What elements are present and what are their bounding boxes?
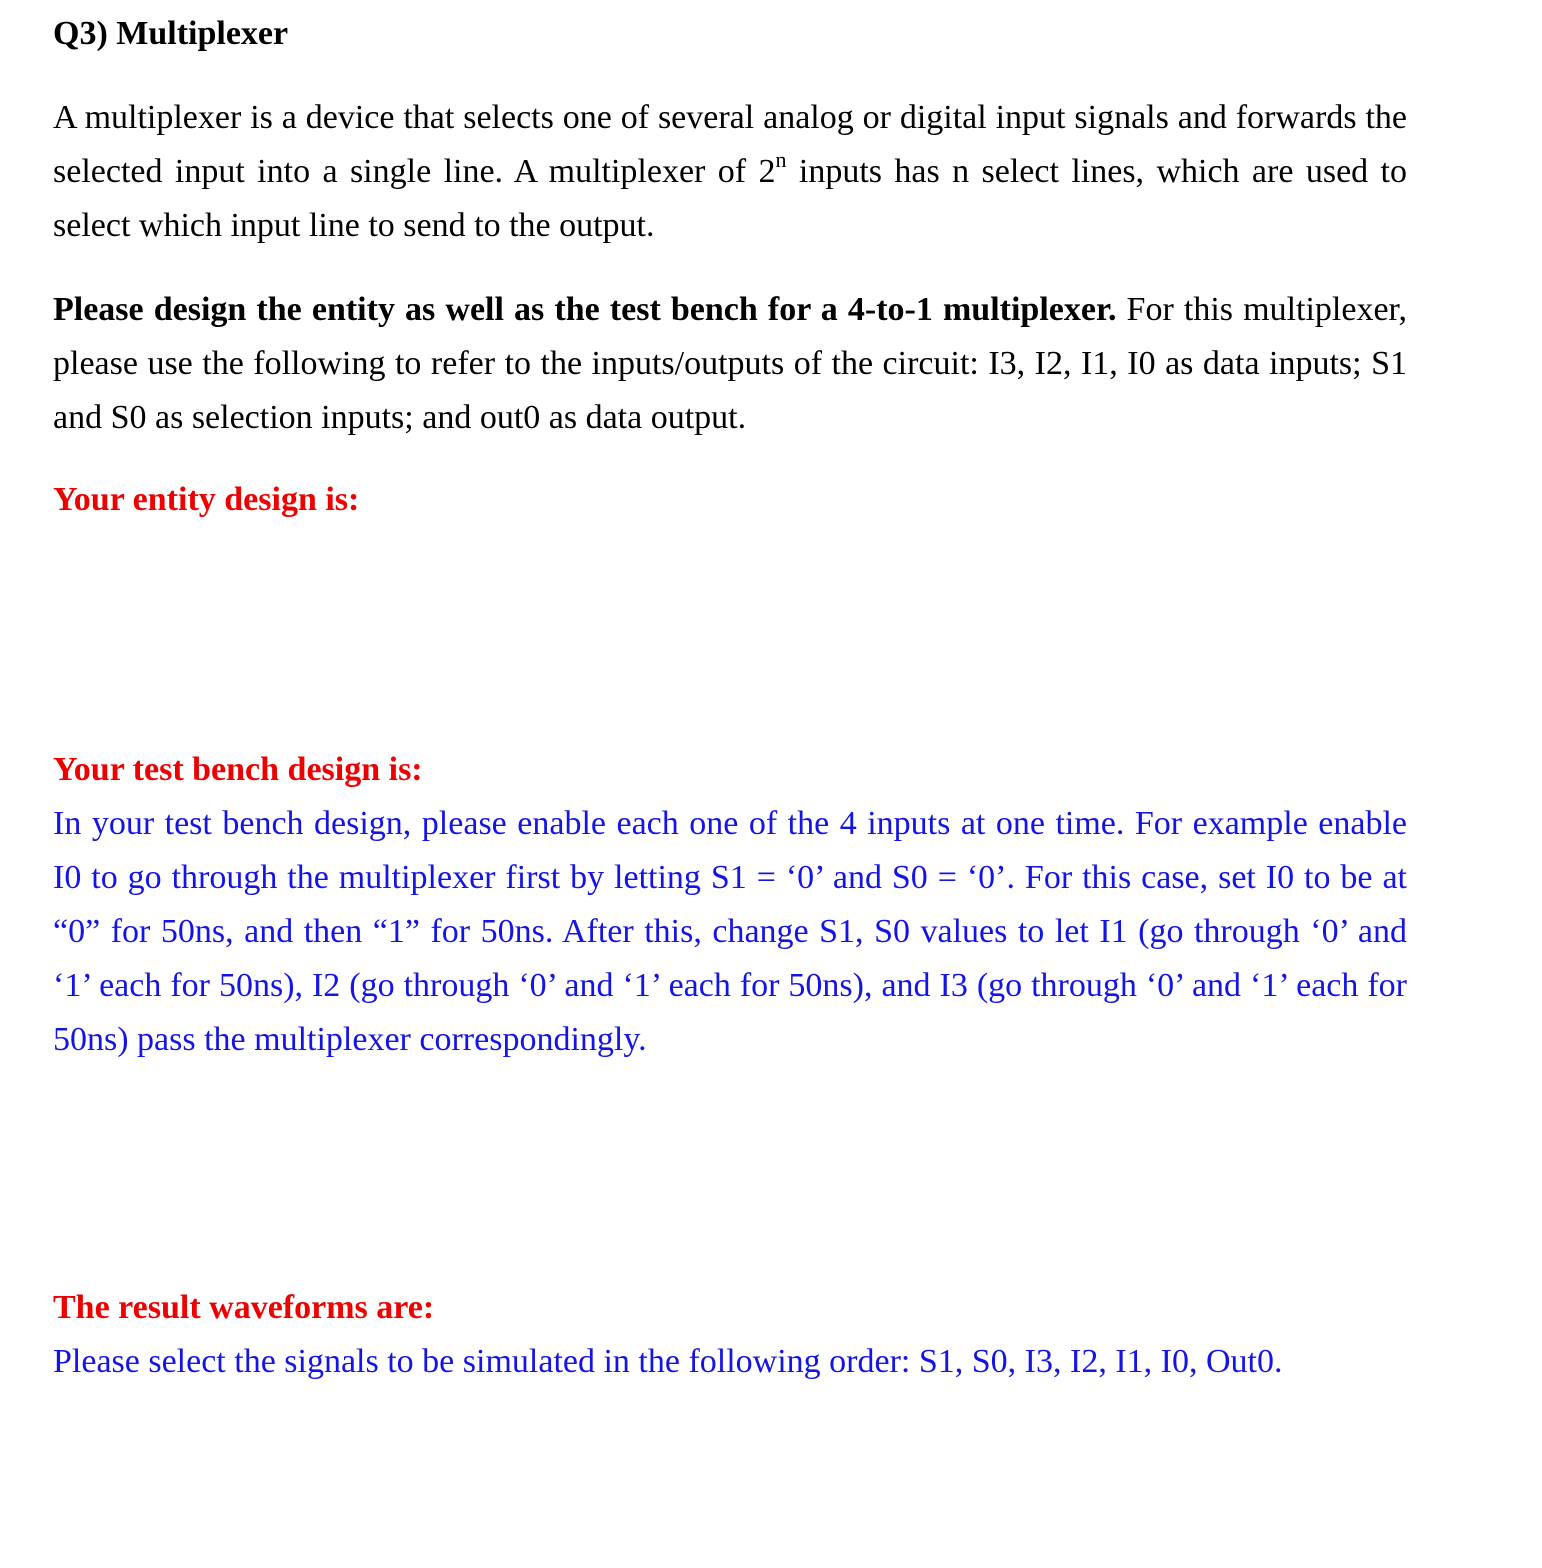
testbench-design-label: Your test bench design is: [53, 751, 423, 788]
task-bold-text: Please design the entity as well as the test bench for a 4-to-1 multiplexer. [53, 291, 1117, 328]
entity-design-label: Your entity design is: [53, 481, 360, 518]
task-rest-text: For this multiplexer, please use the following to refer to the inputs/outputs of the circuit: I3, I2, I1, I0 as data inputs; S1 and S0 as selection inputs; and out0 as data output. [53, 291, 1408, 436]
intro-text-part2: inputs has n select lines, which are used to select which input line to send to the output. [53, 153, 1407, 244]
waveforms-instructions: Please select the signals to be simulated in the following order: S1, S0, I3, I2, I1, I0, Out0. [53, 1343, 1283, 1380]
waveforms-label: The result waveforms are: [53, 1289, 435, 1326]
intro-superscript: n [775, 146, 787, 172]
testbench-instructions: In your test bench design, please enable each one of the 4 inputs at one time. For example enable I0 to go through the multiplexer first by letting S1 = ‘0’ and S0 = ‘0’. For this case, set I0 to be at “0” for 50ns, and then “1” for 50ns. After this, change S1, S0 values to let I1 (go through ‘0’ and ‘1’ each for 50ns), I2 (go through ‘0’ and ‘1’ each for 50ns), and I3 (go through ‘0’ and ‘1’ each for 50ns) pass the multiplexer correspondingly. [53, 805, 1407, 1058]
intro-paragraph [53, 91, 1407, 253]
intro-text-part1: A multiplexer is a device that selects one of several analog or digital input signals and forwards the selected input into a single line. A multiplexer of 2 [53, 99, 1407, 190]
question-heading: Q3) Multiplexer [53, 15, 289, 52]
task-paragraph [53, 283, 1407, 445]
